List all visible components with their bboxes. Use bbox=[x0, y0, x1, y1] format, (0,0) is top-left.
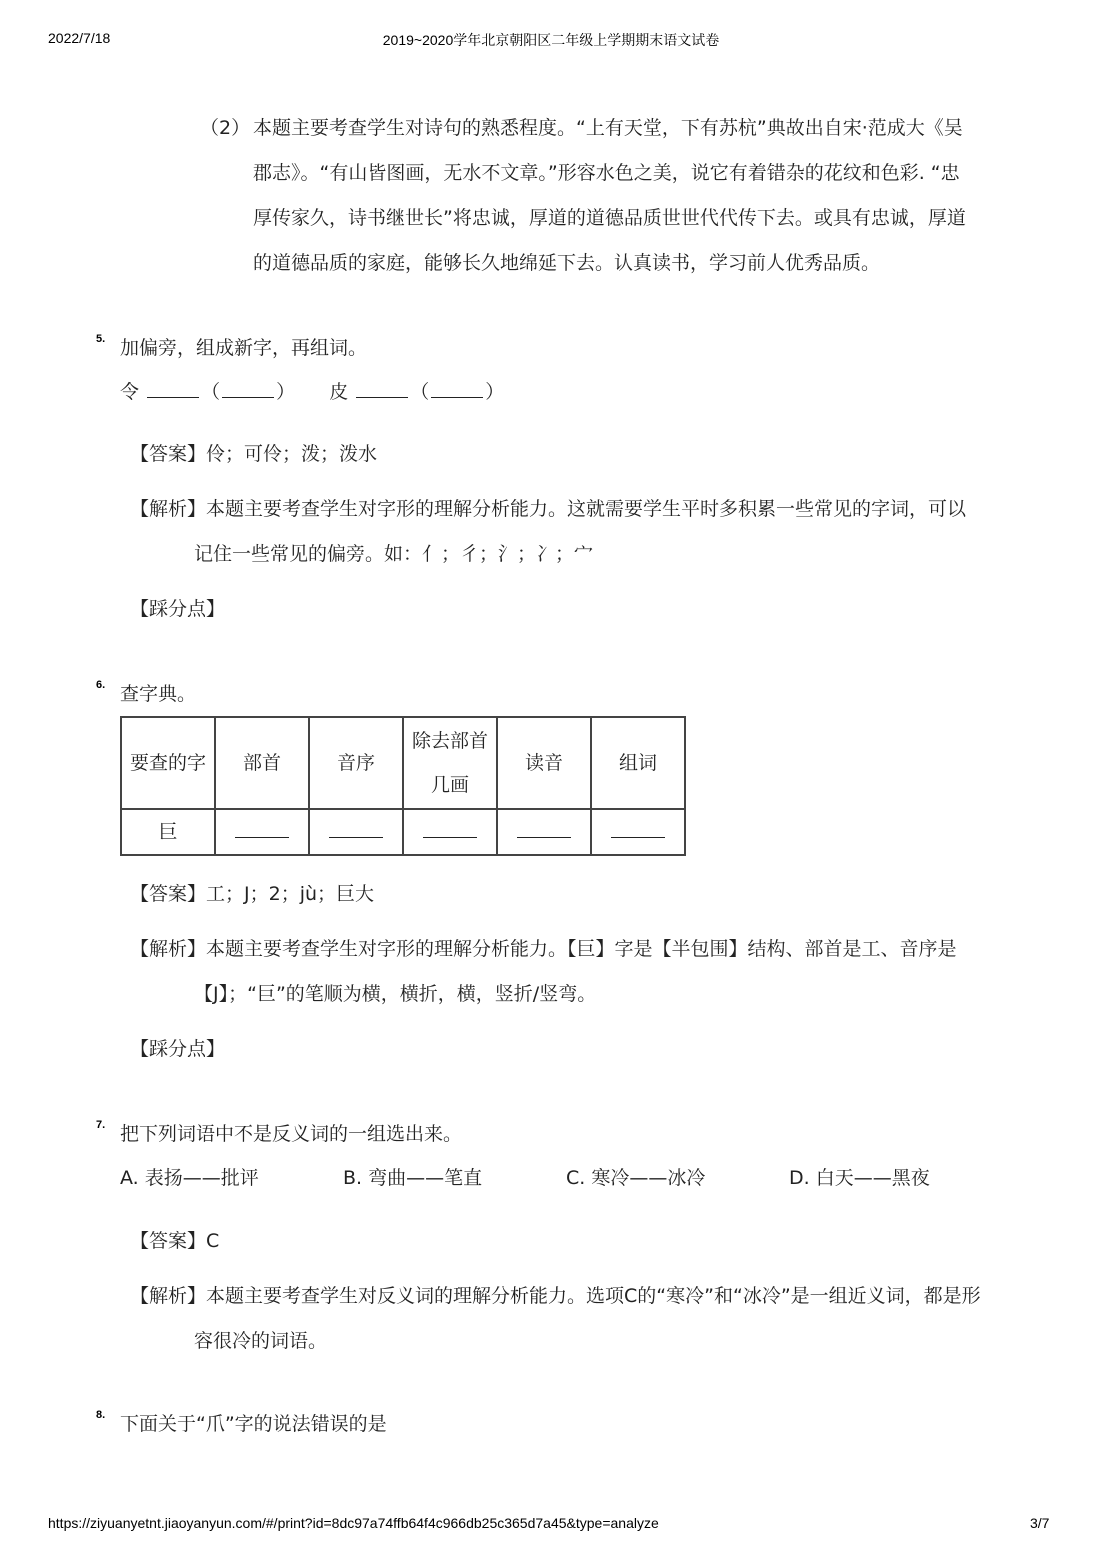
option-c[interactable]: C. 寒冷——冰冷 bbox=[566, 1167, 706, 1189]
analysis-line: 【J】；“巨”的笔顺为横，横折，横，竖折/竖弯。 bbox=[194, 983, 597, 1005]
print-date: 2022/7/18 bbox=[48, 30, 111, 46]
table-cell: 巨 bbox=[121, 809, 215, 855]
option-a[interactable]: A. 表扬——批评 bbox=[120, 1167, 259, 1189]
analysis-line: 郡志》。“有山皆图画，无水不文章。”形容水色之美，说它有着错杂的花纹和色彩. “忠 bbox=[253, 162, 960, 184]
answer-blank[interactable] bbox=[431, 381, 483, 398]
analysis-line: 【解析】本题主要考查学生对反义词的理解分析能力。选项C的“寒冷”和“冰冷”是一组近义词，都是形 bbox=[130, 1285, 981, 1307]
analysis-line: 本题主要考查学生对诗句的熟悉程度。“上有天堂，下有苏杭”典故出自宋·范成大《吴 bbox=[253, 117, 963, 139]
analysis-line: 的道德品质的家庭，能够长久地绵延下去。认真读书，学习前人优秀品质。 bbox=[253, 252, 881, 274]
option-b[interactable]: B. 弯曲——笔直 bbox=[343, 1167, 483, 1189]
given-character: 令 bbox=[120, 381, 140, 403]
answer-blank[interactable] bbox=[356, 381, 408, 398]
question-stem: 把下列词语中不是反义词的一组选出来。 bbox=[120, 1123, 463, 1145]
table-cell bbox=[403, 809, 497, 855]
analysis-line: 【解析】本题主要考查学生对字形的理解分析能力。【巨】字是【半包围】结构、部首是工、音序是 bbox=[130, 938, 957, 960]
table-header: 读音 bbox=[497, 717, 591, 809]
answer-blank[interactable] bbox=[517, 815, 571, 838]
table-cell bbox=[309, 809, 403, 855]
question-stem: 查字典。 bbox=[120, 683, 197, 705]
analysis-line: 【解析】本题主要考查学生对字形的理解分析能力。这就需要学生平时多积累一些常见的字词，可以 bbox=[130, 498, 967, 520]
question-stem: 加偏旁，组成新字，再组词。 bbox=[120, 337, 368, 359]
question-stem: 下面关于“爪”字的说法错误的是 bbox=[120, 1413, 387, 1435]
table-cell bbox=[497, 809, 591, 855]
scoring-points: 【踩分点】 bbox=[130, 1038, 226, 1060]
question-number: 7. bbox=[96, 1119, 106, 1131]
option-d[interactable]: D. 白天——黑夜 bbox=[789, 1167, 930, 1189]
question-number: 8. bbox=[96, 1409, 106, 1421]
subquestion-number: （2） bbox=[200, 117, 251, 139]
answer-blank[interactable] bbox=[147, 381, 199, 398]
table-cell bbox=[591, 809, 685, 855]
table-cell bbox=[215, 809, 309, 855]
answer-line: 【答案】C bbox=[130, 1230, 220, 1252]
page-number: 3/7 bbox=[1030, 1515, 1050, 1531]
analysis-line: 厚传家久，诗书继世长”将忠诚，厚道的道德品质世世代代传下去。或具有忠诚，厚道 bbox=[253, 207, 966, 229]
fill-blank-row: 令 （ ） 皮 （ ） bbox=[120, 381, 505, 403]
analysis-line: 容很冷的词语。 bbox=[194, 1330, 328, 1352]
answer-blank[interactable] bbox=[235, 815, 289, 838]
answer-line: 【答案】工；J；2；jù；巨大 bbox=[130, 883, 375, 905]
question-number: 5. bbox=[96, 333, 106, 345]
answer-blank[interactable] bbox=[222, 381, 274, 398]
page-url[interactable]: https://ziyuanyetnt.jiaoyanyun.com/#/print?id=8dc97a74ffb64f4c966db25c365d7a45&type=analyze bbox=[48, 1515, 659, 1531]
question-number: 6. bbox=[96, 679, 106, 691]
scoring-points: 【踩分点】 bbox=[130, 598, 226, 620]
analysis-line: 记住一些常见的偏旁。如：亻；彳；氵；冫；宀 bbox=[194, 543, 594, 565]
answer-blank[interactable] bbox=[423, 815, 477, 838]
answer-blank[interactable] bbox=[329, 815, 383, 838]
table-header: 音序 bbox=[309, 717, 403, 809]
table-header: 除去部首 几画 bbox=[403, 717, 497, 809]
answer-blank[interactable] bbox=[611, 815, 665, 838]
table-header: 组词 bbox=[591, 717, 685, 809]
table-header: 要查的字 bbox=[121, 717, 215, 809]
dictionary-table bbox=[120, 716, 686, 856]
given-character: 皮 bbox=[329, 381, 349, 403]
table-header: 部首 bbox=[215, 717, 309, 809]
answer-line: 【答案】伶；可伶；泼；泼水 bbox=[130, 443, 378, 465]
page-title: 2019~2020学年北京朝阳区二年级上学期期末语文试卷 bbox=[382, 32, 720, 48]
